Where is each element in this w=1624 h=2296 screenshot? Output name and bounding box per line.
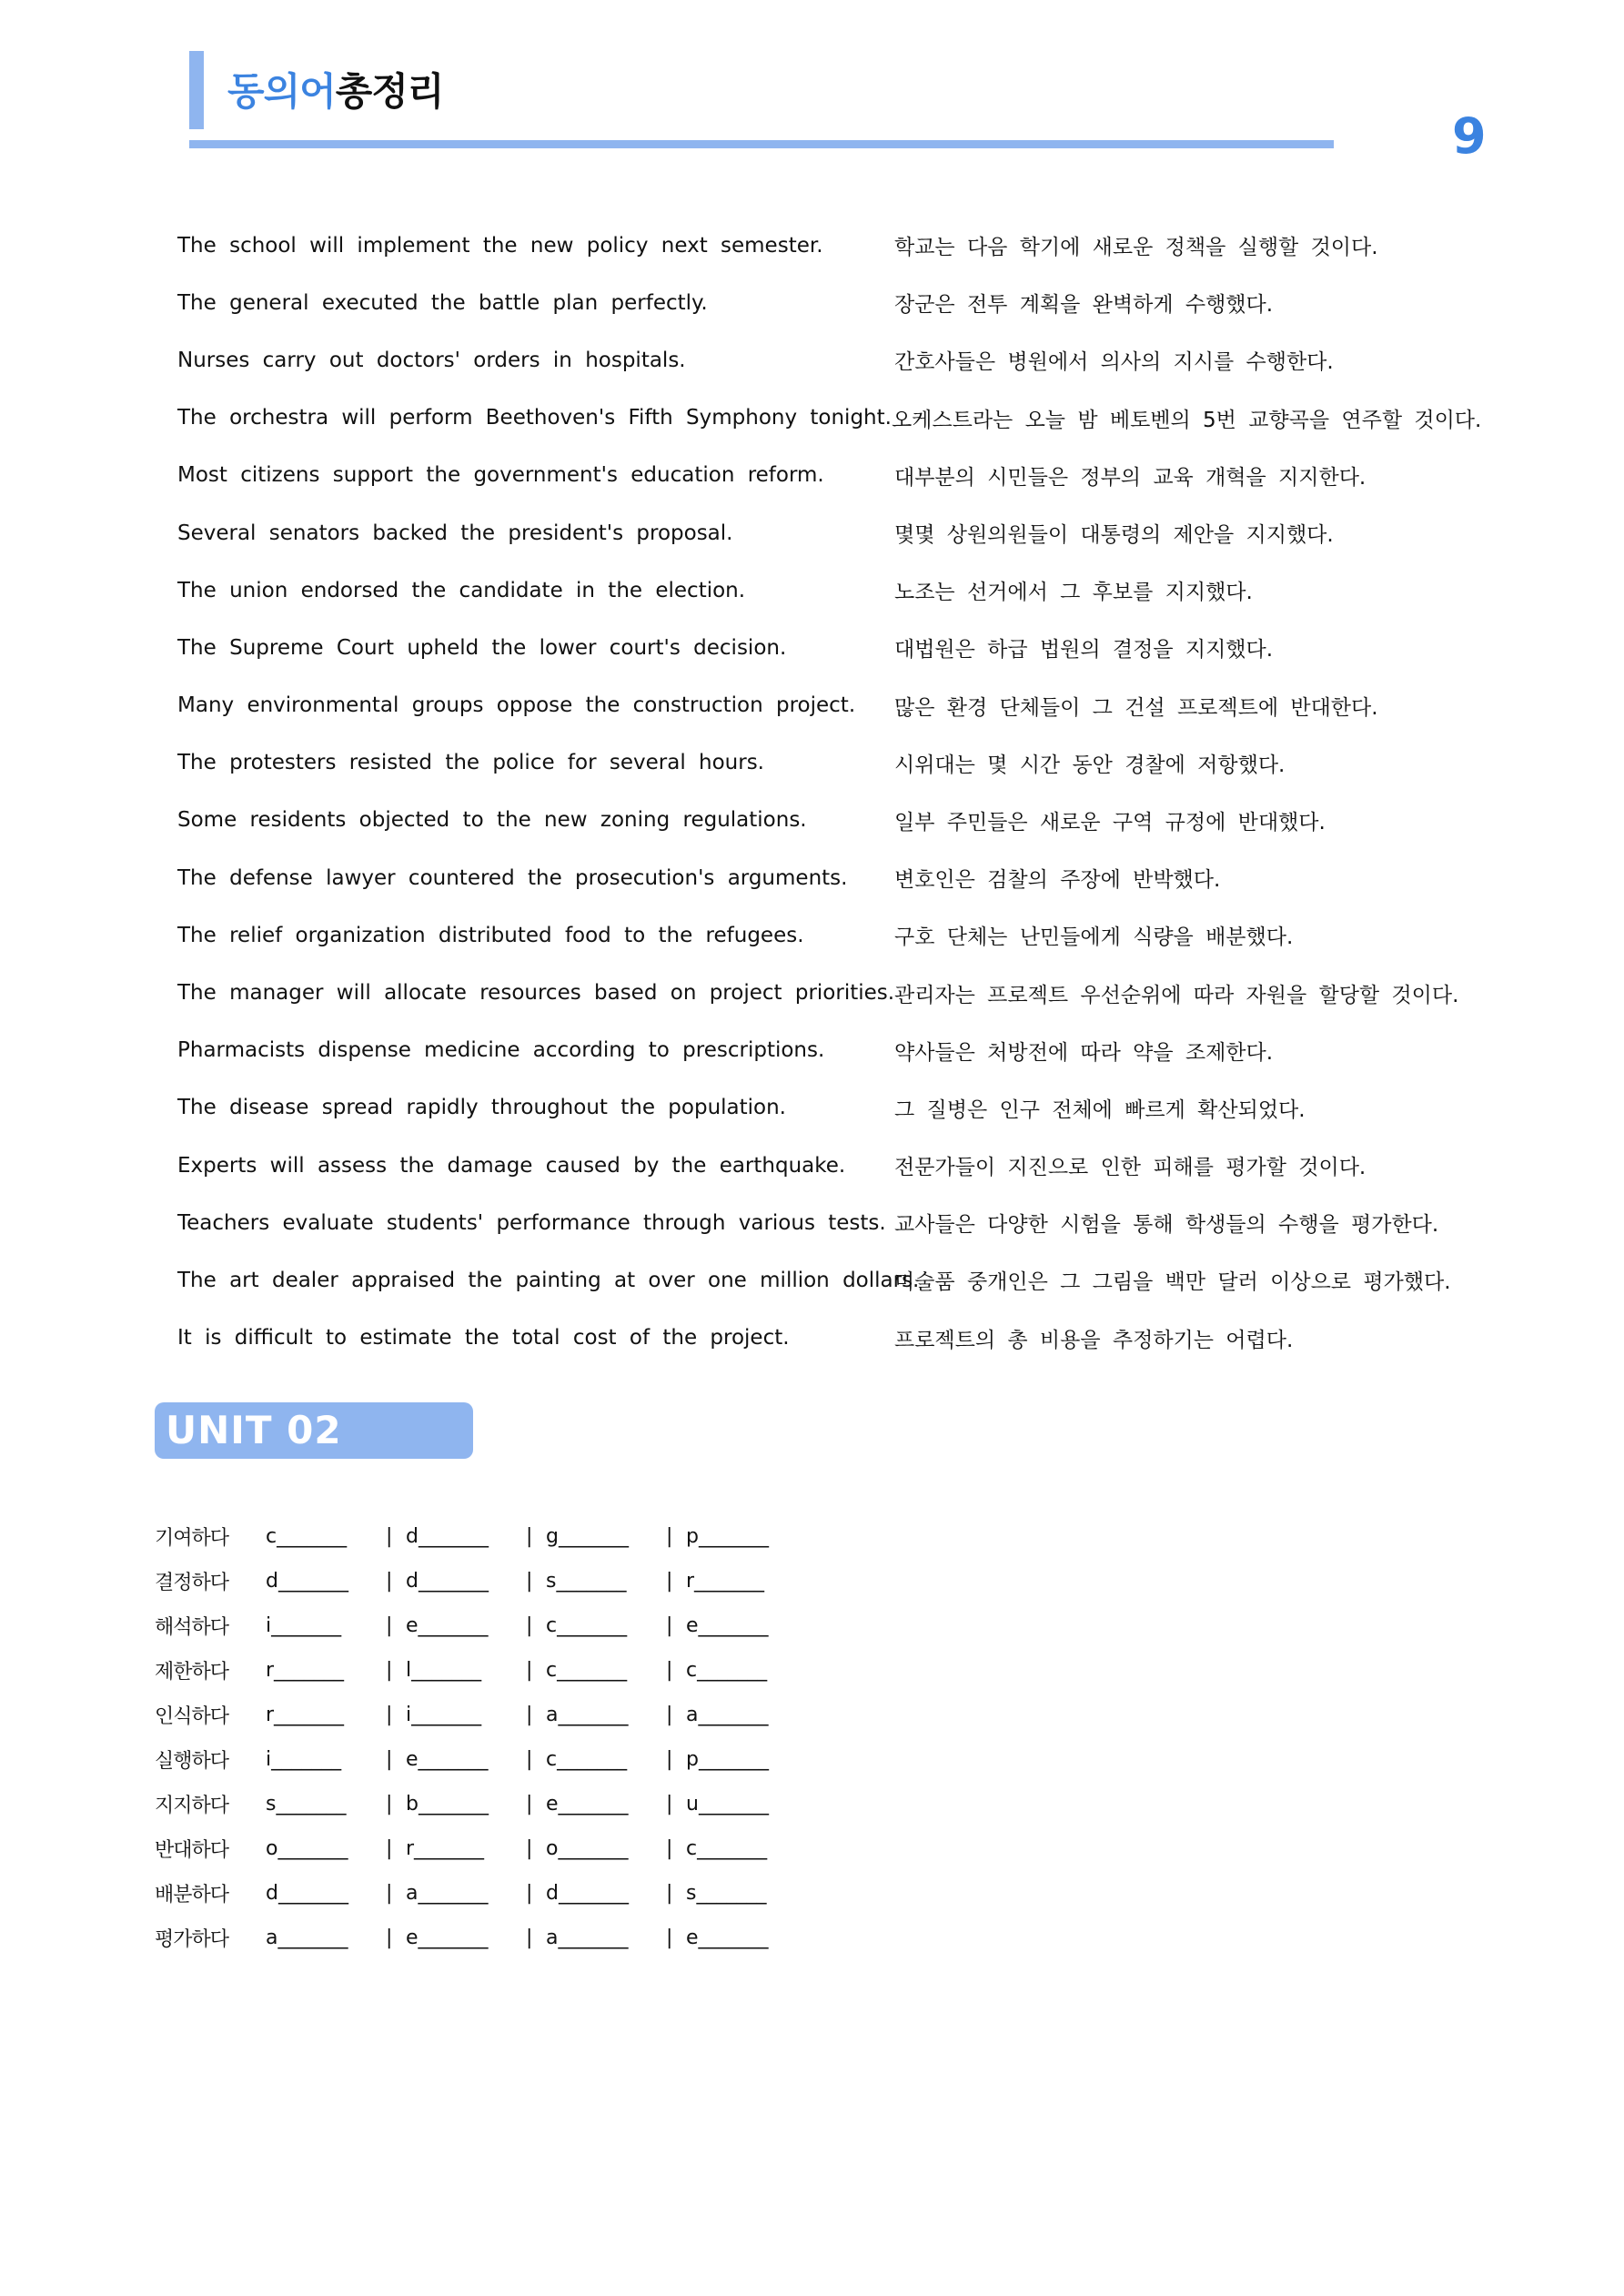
separator: | xyxy=(386,1927,393,1949)
answer-blank[interactable]: b_______ xyxy=(406,1793,489,1816)
english-sentence: Pharmacists dispense medicine according to prescriptions. xyxy=(177,1038,825,1063)
sentence-list xyxy=(177,217,1482,1367)
sentence-row xyxy=(177,1310,1451,1367)
sentence-row xyxy=(177,619,1451,676)
korean-word: 반대하다 xyxy=(155,1839,229,1862)
header-accent-bar xyxy=(189,51,204,129)
english-sentence: The art dealer appraised the painting at over one million dollars. xyxy=(177,1268,920,1292)
check-row xyxy=(155,1514,806,1559)
separator: | xyxy=(526,1837,533,1860)
korean-word: 배분하다 xyxy=(155,1884,229,1907)
answer-blank[interactable]: e_______ xyxy=(686,1614,769,1637)
korean-translation: 시위대는 몇 시간 동안 경찰에 저항했다. xyxy=(894,753,1286,777)
english-sentence: Teachers evaluate students' performance through various tests. xyxy=(177,1210,886,1235)
check-row xyxy=(155,1648,806,1693)
separator: | xyxy=(386,1748,393,1771)
korean-translation: 많은 환경 단체들이 그 건설 프로젝트에 반대한다. xyxy=(894,695,1378,720)
english-sentence: The defense lawyer countered the prosecution's arguments. xyxy=(177,865,848,890)
korean-translation: 몇몇 상원의원들이 대통령의 제안을 지지했다. xyxy=(894,523,1334,548)
answer-blank[interactable]: e_______ xyxy=(406,1927,489,1949)
answer-blank[interactable]: a_______ xyxy=(266,1927,348,1949)
english-sentence: The relief organization distributed food to the refugees. xyxy=(177,923,804,947)
english-sentence: Most citizens support the government's education reform. xyxy=(177,463,824,488)
english-sentence: Nurses carry out doctors' orders in hospitals. xyxy=(177,348,686,372)
check-row xyxy=(155,1826,806,1871)
korean-translation: 그 질병은 인구 전체에 빠르게 확산되었다. xyxy=(894,1097,1306,1122)
korean-translation: 대부분의 시민들은 정부의 교육 개혁을 지지한다. xyxy=(894,465,1367,490)
separator: | xyxy=(526,1614,533,1637)
english-sentence: Many environmental groups oppose the construction project. xyxy=(177,693,856,718)
english-sentence: The protesters resisted the police for several hours. xyxy=(177,751,764,775)
answer-blank[interactable]: c_______ xyxy=(686,1837,768,1860)
korean-translation: 구호 단체는 난민들에게 식량을 배분했다. xyxy=(894,925,1294,950)
answer-blank[interactable]: c_______ xyxy=(546,1614,628,1637)
answer-blank[interactable]: o_______ xyxy=(266,1837,348,1860)
korean-translation: 약사들은 처방전에 따라 약을 조제한다. xyxy=(894,1040,1274,1065)
sentence-row xyxy=(177,734,1451,792)
korean-translation: 학교는 다음 학기에 새로운 정책을 실행할 것이다. xyxy=(894,236,1378,260)
korean-translation: 교사들은 다양한 시험을 통해 학생들의 수행을 평가한다. xyxy=(894,1213,1439,1238)
separator: | xyxy=(666,1793,673,1816)
answer-blank[interactable]: c_______ xyxy=(266,1525,348,1548)
sentence-row xyxy=(177,447,1451,504)
separator: | xyxy=(666,1614,673,1637)
answer-blank[interactable]: c_______ xyxy=(546,1659,628,1682)
english-sentence: Some residents objected to the new zoning regulations. xyxy=(177,808,807,833)
check-row xyxy=(155,1871,806,1916)
answer-blank[interactable]: d_______ xyxy=(406,1570,489,1593)
check-row xyxy=(155,1693,806,1737)
korean-translation: 전문가들이 지진으로 인한 피해를 평가할 것이다. xyxy=(894,1156,1367,1180)
answer-blank[interactable]: a_______ xyxy=(686,1704,769,1726)
separator: | xyxy=(666,1659,673,1682)
check-row xyxy=(155,1737,806,1782)
separator: | xyxy=(666,1927,673,1949)
sentence-row xyxy=(177,561,1451,619)
sentence-row xyxy=(177,849,1451,906)
answer-blank[interactable]: i_______ xyxy=(406,1704,482,1726)
page-title-rest: 총정리 xyxy=(335,69,444,114)
separator: | xyxy=(666,1882,673,1905)
page-number: 9 xyxy=(1452,107,1487,165)
separator: | xyxy=(386,1525,393,1548)
sentence-row xyxy=(177,504,1451,561)
korean-word: 인식하다 xyxy=(155,1705,229,1728)
check-row xyxy=(155,1782,806,1826)
korean-translation: 변호인은 검찰의 주장에 반박했다. xyxy=(894,868,1221,893)
korean-translation: 간호사들은 병원에서 의사의 지시를 수행한다. xyxy=(894,350,1334,375)
separator: | xyxy=(526,1927,533,1949)
answer-blank[interactable]: p_______ xyxy=(686,1525,769,1548)
answer-blank[interactable]: e_______ xyxy=(406,1748,489,1771)
korean-word: 평가하다 xyxy=(155,1928,229,1951)
sentence-row xyxy=(177,331,1451,389)
korean-word: 제한하다 xyxy=(155,1661,229,1684)
answer-blank[interactable]: a_______ xyxy=(406,1882,489,1905)
answer-blank[interactable]: l_______ xyxy=(406,1659,482,1682)
answer-blank[interactable]: u_______ xyxy=(686,1793,769,1816)
korean-translation: 대법원은 하급 법원의 결정을 지지했다. xyxy=(894,638,1274,663)
separator: | xyxy=(526,1525,533,1548)
answer-blank[interactable]: e_______ xyxy=(406,1614,489,1637)
separator: | xyxy=(666,1837,673,1860)
answer-blank[interactable]: p_______ xyxy=(686,1748,769,1771)
separator: | xyxy=(386,1614,393,1637)
sentence-row xyxy=(177,274,1451,331)
korean-translation: 관리자는 프로젝트 우선순위에 따라 자원을 할당할 것이다. xyxy=(894,983,1459,1007)
separator: | xyxy=(666,1704,673,1726)
separator: | xyxy=(386,1882,393,1905)
answer-blank[interactable]: r_______ xyxy=(266,1659,345,1682)
korean-translation: 일부 주민들은 새로운 구역 규정에 반대했다. xyxy=(894,810,1326,834)
separator: | xyxy=(666,1748,673,1771)
separator: | xyxy=(526,1570,533,1593)
separator: | xyxy=(386,1570,393,1593)
korean-word: 지지하다 xyxy=(155,1795,229,1817)
sentence-row xyxy=(177,217,1451,274)
english-sentence: The manager will allocate resources based on project priorities. xyxy=(177,981,895,1006)
answer-blank[interactable]: d_______ xyxy=(406,1525,489,1548)
separator: | xyxy=(666,1570,673,1593)
unit-check-list xyxy=(155,1514,806,1960)
english-sentence: Experts will assess the damage caused by the earthquake. xyxy=(177,1153,846,1178)
korean-word: 실행하다 xyxy=(155,1750,229,1773)
sentence-row xyxy=(177,964,1459,1021)
answer-blank[interactable]: s_______ xyxy=(686,1882,767,1905)
separator: | xyxy=(386,1704,393,1726)
answer-blank[interactable]: d_______ xyxy=(266,1882,348,1905)
check-row xyxy=(155,1916,806,1960)
separator: | xyxy=(526,1882,533,1905)
english-sentence: It is difficult to estimate the total cost of the project. xyxy=(177,1326,790,1350)
unit-check-badge: UNIT 02 CHECK xyxy=(155,1402,473,1459)
answer-blank[interactable]: s_______ xyxy=(266,1793,347,1816)
english-sentence: The Supreme Court upheld the lower court's decision. xyxy=(177,635,787,660)
answer-blank[interactable]: i_______ xyxy=(266,1614,342,1637)
answer-blank[interactable]: d_______ xyxy=(546,1882,629,1905)
sentence-row xyxy=(177,906,1451,964)
separator: | xyxy=(386,1837,393,1860)
answer-blank[interactable]: r_______ xyxy=(406,1837,485,1860)
separator: | xyxy=(526,1659,533,1682)
english-sentence: The disease spread rapidly throughout the population. xyxy=(177,1096,786,1120)
separator: | xyxy=(526,1793,533,1816)
sentence-row xyxy=(177,1137,1451,1194)
answer-blank[interactable]: i_______ xyxy=(266,1748,342,1771)
sentence-row xyxy=(177,792,1451,849)
korean-translation: 노조는 선거에서 그 후보를 지지했다. xyxy=(894,581,1253,605)
check-row xyxy=(155,1559,806,1603)
sentence-row xyxy=(177,677,1451,734)
sentence-row xyxy=(177,1079,1451,1137)
korean-word: 결정하다 xyxy=(155,1572,229,1594)
answer-blank[interactable]: e_______ xyxy=(686,1927,769,1949)
sentence-row xyxy=(177,1251,1451,1309)
answer-blank[interactable]: a_______ xyxy=(546,1704,629,1726)
separator: | xyxy=(386,1659,393,1682)
separator: | xyxy=(526,1748,533,1771)
english-sentence: The union endorsed the candidate in the election. xyxy=(177,578,746,602)
header-divider xyxy=(189,140,1334,148)
separator: | xyxy=(386,1793,393,1816)
separator: | xyxy=(526,1704,533,1726)
english-sentence: The school will implement the new policy next semester. xyxy=(177,233,823,258)
korean-translation: 오케스트라는 오늘 밤 베토벤의 5번 교향곡을 연주할 것이다. xyxy=(891,408,1482,432)
korean-word: 해석하다 xyxy=(155,1616,229,1639)
answer-blank[interactable]: s_______ xyxy=(546,1570,627,1593)
english-sentence: The general executed the battle plan perfectly. xyxy=(177,290,708,315)
english-sentence: The orchestra will perform Beethoven's Fifth Symphony tonight. xyxy=(177,406,892,430)
sentence-row xyxy=(177,389,1482,447)
answer-blank[interactable]: r_______ xyxy=(686,1570,765,1593)
answer-blank[interactable]: o_______ xyxy=(546,1837,629,1860)
check-row xyxy=(155,1603,806,1648)
page-title xyxy=(227,62,443,116)
sentence-row xyxy=(177,1194,1451,1251)
answer-blank[interactable]: a_______ xyxy=(546,1927,629,1949)
korean-translation: 장군은 전투 계획을 완벽하게 수행했다. xyxy=(894,293,1274,318)
answer-blank[interactable]: d_______ xyxy=(266,1570,348,1593)
answer-blank[interactable]: c_______ xyxy=(686,1659,768,1682)
answer-blank[interactable]: c_______ xyxy=(546,1748,628,1771)
korean-translation: 미술품 중개인은 그 그림을 백만 달러 이상으로 평가했다. xyxy=(894,1270,1451,1295)
page-title-accent: 동의어 xyxy=(227,69,336,114)
answer-blank[interactable]: e_______ xyxy=(546,1793,629,1816)
answer-blank[interactable]: g_______ xyxy=(546,1525,629,1548)
answer-blank[interactable]: r_______ xyxy=(266,1704,345,1726)
sentence-row xyxy=(177,1022,1451,1079)
korean-translation: 프로젝트의 총 비용을 추정하기는 어렵다. xyxy=(894,1328,1294,1352)
english-sentence: Several senators backed the president's proposal. xyxy=(177,521,733,545)
separator: | xyxy=(666,1525,673,1548)
korean-word: 기여하다 xyxy=(155,1527,229,1550)
